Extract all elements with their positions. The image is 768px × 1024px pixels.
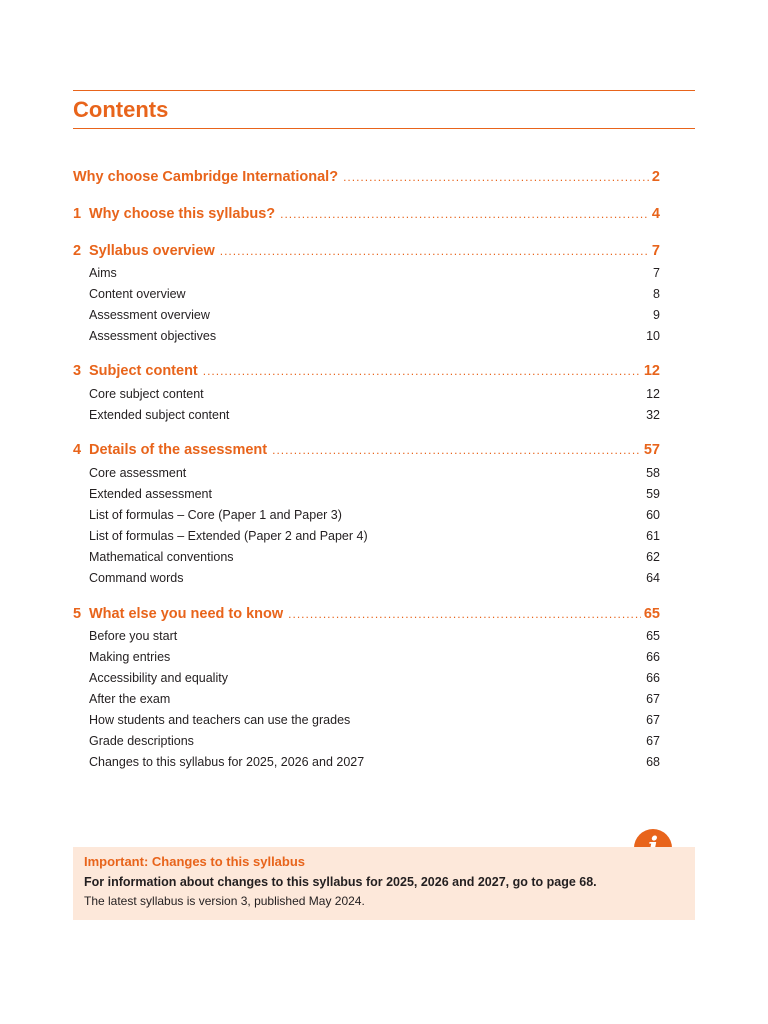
- toc-section-entry[interactable]: [73, 606, 660, 622]
- toc-entry-label: Subject content: [89, 363, 198, 379]
- toc-entry-label: Why choose Cambridge International?: [73, 169, 339, 185]
- toc-section-number: 5: [73, 606, 82, 622]
- notice-text: The latest syllabus is version 3, published May 2024.: [84, 894, 365, 908]
- title-rule: [73, 128, 695, 129]
- toc-entry-label: Mathematical conventions: [89, 550, 234, 564]
- toc-page-number: 4: [651, 206, 660, 222]
- toc-page-number: 68: [646, 755, 660, 769]
- toc-page-number: 60: [646, 508, 660, 522]
- toc-dot-leader: [272, 443, 641, 457]
- toc-entry-label: Syllabus overview: [89, 243, 215, 259]
- toc-subsection-entry[interactable]: [73, 671, 660, 685]
- toc-section-entry[interactable]: [73, 363, 660, 379]
- toc-section-number: 3: [73, 363, 82, 379]
- toc-page-number: 67: [646, 734, 660, 748]
- toc-subsection-entry[interactable]: [73, 755, 660, 769]
- toc-page-number: 9: [653, 308, 660, 322]
- top-rule: [73, 90, 695, 91]
- toc-page-number: 10: [646, 329, 660, 343]
- toc-entry-label: List of formulas – Extended (Paper 2 and Paper 4): [89, 529, 368, 543]
- toc-entry-label: Changes to this syllabus for 2025, 2026 and 2027: [89, 755, 365, 769]
- toc-entry-label: List of formulas – Core (Paper 1 and Paper 3): [89, 508, 342, 522]
- toc-dot-leader: [343, 170, 649, 184]
- toc-section-number: 1: [73, 206, 82, 222]
- toc-page-number: 7: [653, 266, 660, 280]
- toc-dot-leader: [280, 207, 649, 221]
- toc-page-number: 2: [651, 169, 660, 185]
- notice-heading: Important: Changes to this syllabus: [84, 854, 306, 869]
- toc-entry-label: Assessment overview: [89, 308, 210, 322]
- toc-subsection-entry[interactable]: [73, 387, 660, 401]
- toc-entry-label: Extended subject content: [89, 408, 230, 422]
- toc-entry-label: After the exam: [89, 692, 171, 706]
- toc-page-number: 12: [643, 363, 660, 379]
- toc-page-number: 61: [646, 529, 660, 543]
- toc-entry-label: Grade descriptions: [89, 734, 194, 748]
- toc-page-number: 66: [646, 671, 660, 685]
- toc-dot-leader: [288, 607, 641, 621]
- toc-subsection-entry[interactable]: [73, 308, 660, 322]
- notice-bold-text: For information about changes to this syllabus for 2025, 2026 and 2027, go to page 68.: [84, 875, 597, 889]
- toc-page-number: 8: [653, 287, 660, 301]
- toc-entry-label: Before you start: [89, 629, 178, 643]
- toc-page-number: 65: [643, 606, 660, 622]
- toc-entry-label: Content overview: [89, 287, 186, 301]
- toc-subsection-entry[interactable]: [73, 529, 660, 543]
- toc-subsection-entry[interactable]: [73, 266, 660, 280]
- toc-page-number: 64: [646, 571, 660, 585]
- toc-subsection-entry[interactable]: [73, 550, 660, 564]
- toc-page-number: 58: [646, 466, 660, 480]
- toc-subsection-entry[interactable]: [73, 408, 660, 422]
- toc-subsection-entry[interactable]: [73, 487, 660, 501]
- toc-section-entry[interactable]: [73, 169, 660, 185]
- toc-entry-label: Why choose this syllabus?: [89, 206, 276, 222]
- toc-entry-label: How students and teachers can use the grades: [89, 713, 351, 727]
- toc-subsection-entry[interactable]: [73, 692, 660, 706]
- toc-dot-leader: [220, 244, 649, 258]
- toc-page-number: 62: [646, 550, 660, 564]
- toc-page-number: 57: [643, 442, 660, 458]
- toc-section-number: 2: [73, 243, 82, 259]
- toc-page-number: 32: [646, 408, 660, 422]
- toc-subsection-entry[interactable]: [73, 629, 660, 643]
- toc-subsection-entry[interactable]: [73, 734, 660, 748]
- toc-page-number: 67: [646, 713, 660, 727]
- toc-entry-label: Accessibility and equality: [89, 671, 228, 685]
- toc-subsection-entry[interactable]: [73, 287, 660, 301]
- toc-entry-label: Details of the assessment: [89, 442, 268, 458]
- toc-subsection-entry[interactable]: [73, 508, 660, 522]
- toc-section-number: 4: [73, 442, 82, 458]
- toc-page-number: 7: [651, 243, 660, 259]
- toc-page-number: 59: [646, 487, 660, 501]
- toc-page-number: 12: [646, 387, 660, 401]
- toc-dot-leader: [203, 364, 641, 378]
- toc-entry-label: Command words: [89, 571, 184, 585]
- toc-page-number: 66: [646, 650, 660, 664]
- toc-subsection-entry[interactable]: [73, 571, 660, 585]
- toc-subsection-entry[interactable]: [73, 466, 660, 480]
- toc-entry-label: Core subject content: [89, 387, 204, 401]
- toc-page-number: 67: [646, 692, 660, 706]
- toc-page-number: 65: [646, 629, 660, 643]
- toc-section-entry[interactable]: [73, 442, 660, 458]
- important-notice: [73, 847, 695, 920]
- toc-subsection-entry[interactable]: [73, 329, 660, 343]
- toc-entry-label: What else you need to know: [89, 606, 284, 622]
- toc-entry-label: Extended assessment: [89, 487, 212, 501]
- toc-entry-label: Core assessment: [89, 466, 187, 480]
- page-title: Contents: [73, 97, 169, 122]
- toc-entry-label: Making entries: [89, 650, 171, 664]
- toc-entry-label: Aims: [89, 266, 117, 280]
- toc-subsection-entry[interactable]: [73, 713, 660, 727]
- toc-section-entry[interactable]: [73, 206, 660, 222]
- toc-section-entry[interactable]: [73, 243, 660, 259]
- toc-subsection-entry[interactable]: [73, 650, 660, 664]
- toc-entry-label: Assessment objectives: [89, 329, 217, 343]
